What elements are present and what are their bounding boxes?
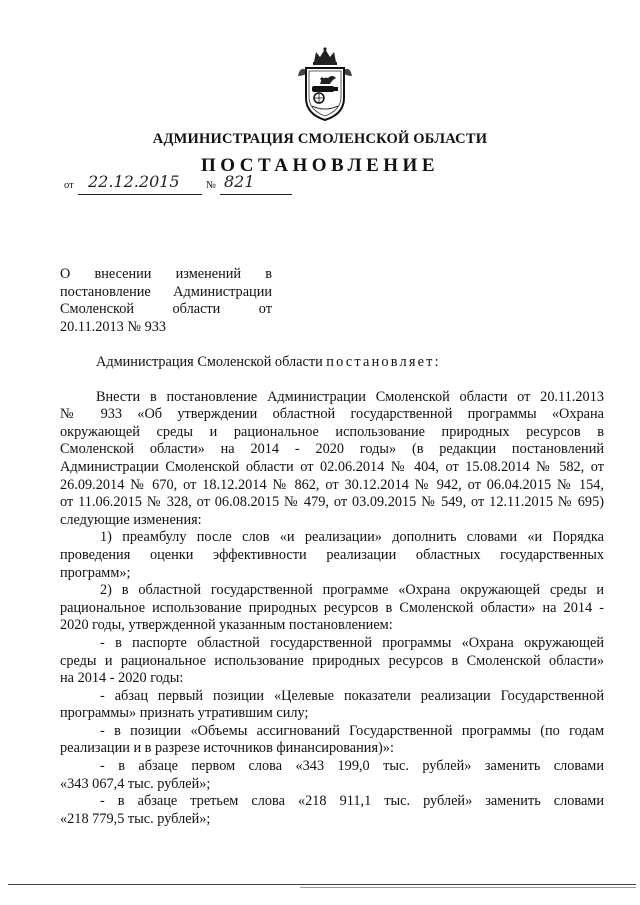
body-line: - в позиции «Объемы ассигнований Государственной программы (по годам: [100, 722, 604, 739]
subject-line: О внесении изменений в: [60, 266, 272, 282]
preamble-lead: Администрация Смоленской области: [96, 354, 327, 370]
body-line: 1) преамбулу после слов «и реализации» дополнить словами «и Порядка: [100, 529, 604, 546]
body-line: Внести в постановление Администрации Смоленской области от 20.11.2013: [96, 388, 604, 405]
authority-name: АДМИНИСТРАЦИЯ СМОЛЕНСКОЙ ОБЛАСТИ: [152, 131, 488, 147]
number-value: 821: [224, 172, 255, 191]
body-line: - в абзаце третьем слова «218 911,1 тыс. рублей» заменить словами: [100, 793, 604, 810]
date-prefix: от: [64, 180, 74, 191]
body-line: программ»;: [60, 564, 131, 581]
body-line: - в абзаце первом слова «343 199,0 тыс. рублей» заменить словами: [100, 758, 604, 775]
body-line: «218 779,5 тыс. рублей»;: [60, 810, 211, 827]
subject-line: 20.11.2013 № 933: [60, 318, 167, 335]
body-line: - абзац первый позиции «Целевые показатели реализации Государственной: [100, 687, 604, 704]
preamble: [60, 354, 604, 372]
body-line: на 2014 - 2020 годы:: [60, 670, 184, 687]
body-line: 26.09.2014 № 670, от 18.12.2014 № 862, от 30.12.2014 № 942, от 06.04.2015 № 154,: [60, 476, 604, 493]
body-line: 2) в областной государственной программе «Охрана окружающей среды и: [100, 582, 604, 599]
body-line: рациональное использование природных ресурсов в Смоленской области» на 2014 -: [60, 599, 604, 616]
document-type-title: ПОСТАНОВЛЕНИЕ: [200, 155, 440, 176]
coat-of-arms-emblem: [292, 46, 358, 124]
body-line: - в паспорте областной государственной программы «Охрана окружающей: [100, 634, 604, 651]
body-line: от 11.06.2015 № 328, от 06.08.2015 № 479, от 03.09.2015 № 549, от 12.11.2015 № 695): [60, 494, 604, 511]
body-line: следующие изменения:: [60, 511, 202, 528]
page-bottom-rule: [8, 884, 636, 885]
number-prefix: №: [206, 180, 217, 191]
body-line: окружающей среды и рациональное использование природных ресурсов в: [60, 423, 604, 440]
body-line: № 933 «Об утверждении областной государственной программы «Охрана: [60, 406, 604, 423]
number-underline: [220, 194, 292, 195]
document-subject: [60, 266, 272, 336]
body-line: проведения оценки эффективности реализации областных государственных: [60, 546, 604, 563]
body-line: реализации и в разрезе источников финансирования)»:: [60, 740, 394, 757]
body-line: «343 067,4 тыс. рублей»;: [60, 775, 211, 792]
page-bottom-rule-secondary: [300, 887, 636, 888]
document-body: [60, 354, 604, 828]
body-line: 2020 годы, утвержденной указанным постановлением:: [60, 617, 393, 634]
body-line: Администрации Смоленской области от 02.06.2014 № 404, от 15.08.2014 № 582, от: [60, 458, 604, 475]
subject-line: Смоленской области от: [60, 301, 272, 318]
subject-line: постановление Администрации: [60, 283, 272, 300]
body-line: среды и рациональное использование природных ресурсов в Смоленской области»: [60, 652, 604, 669]
body-line: программы» признать утратившим силу;: [60, 705, 309, 722]
date-value: 22.12.2015: [88, 172, 180, 191]
date-underline: [78, 194, 202, 195]
preamble-verb: постановляет:: [326, 354, 441, 370]
body-line: Смоленской области» на 2014 - 2020 годы» (в редакции постановлений: [60, 441, 604, 458]
